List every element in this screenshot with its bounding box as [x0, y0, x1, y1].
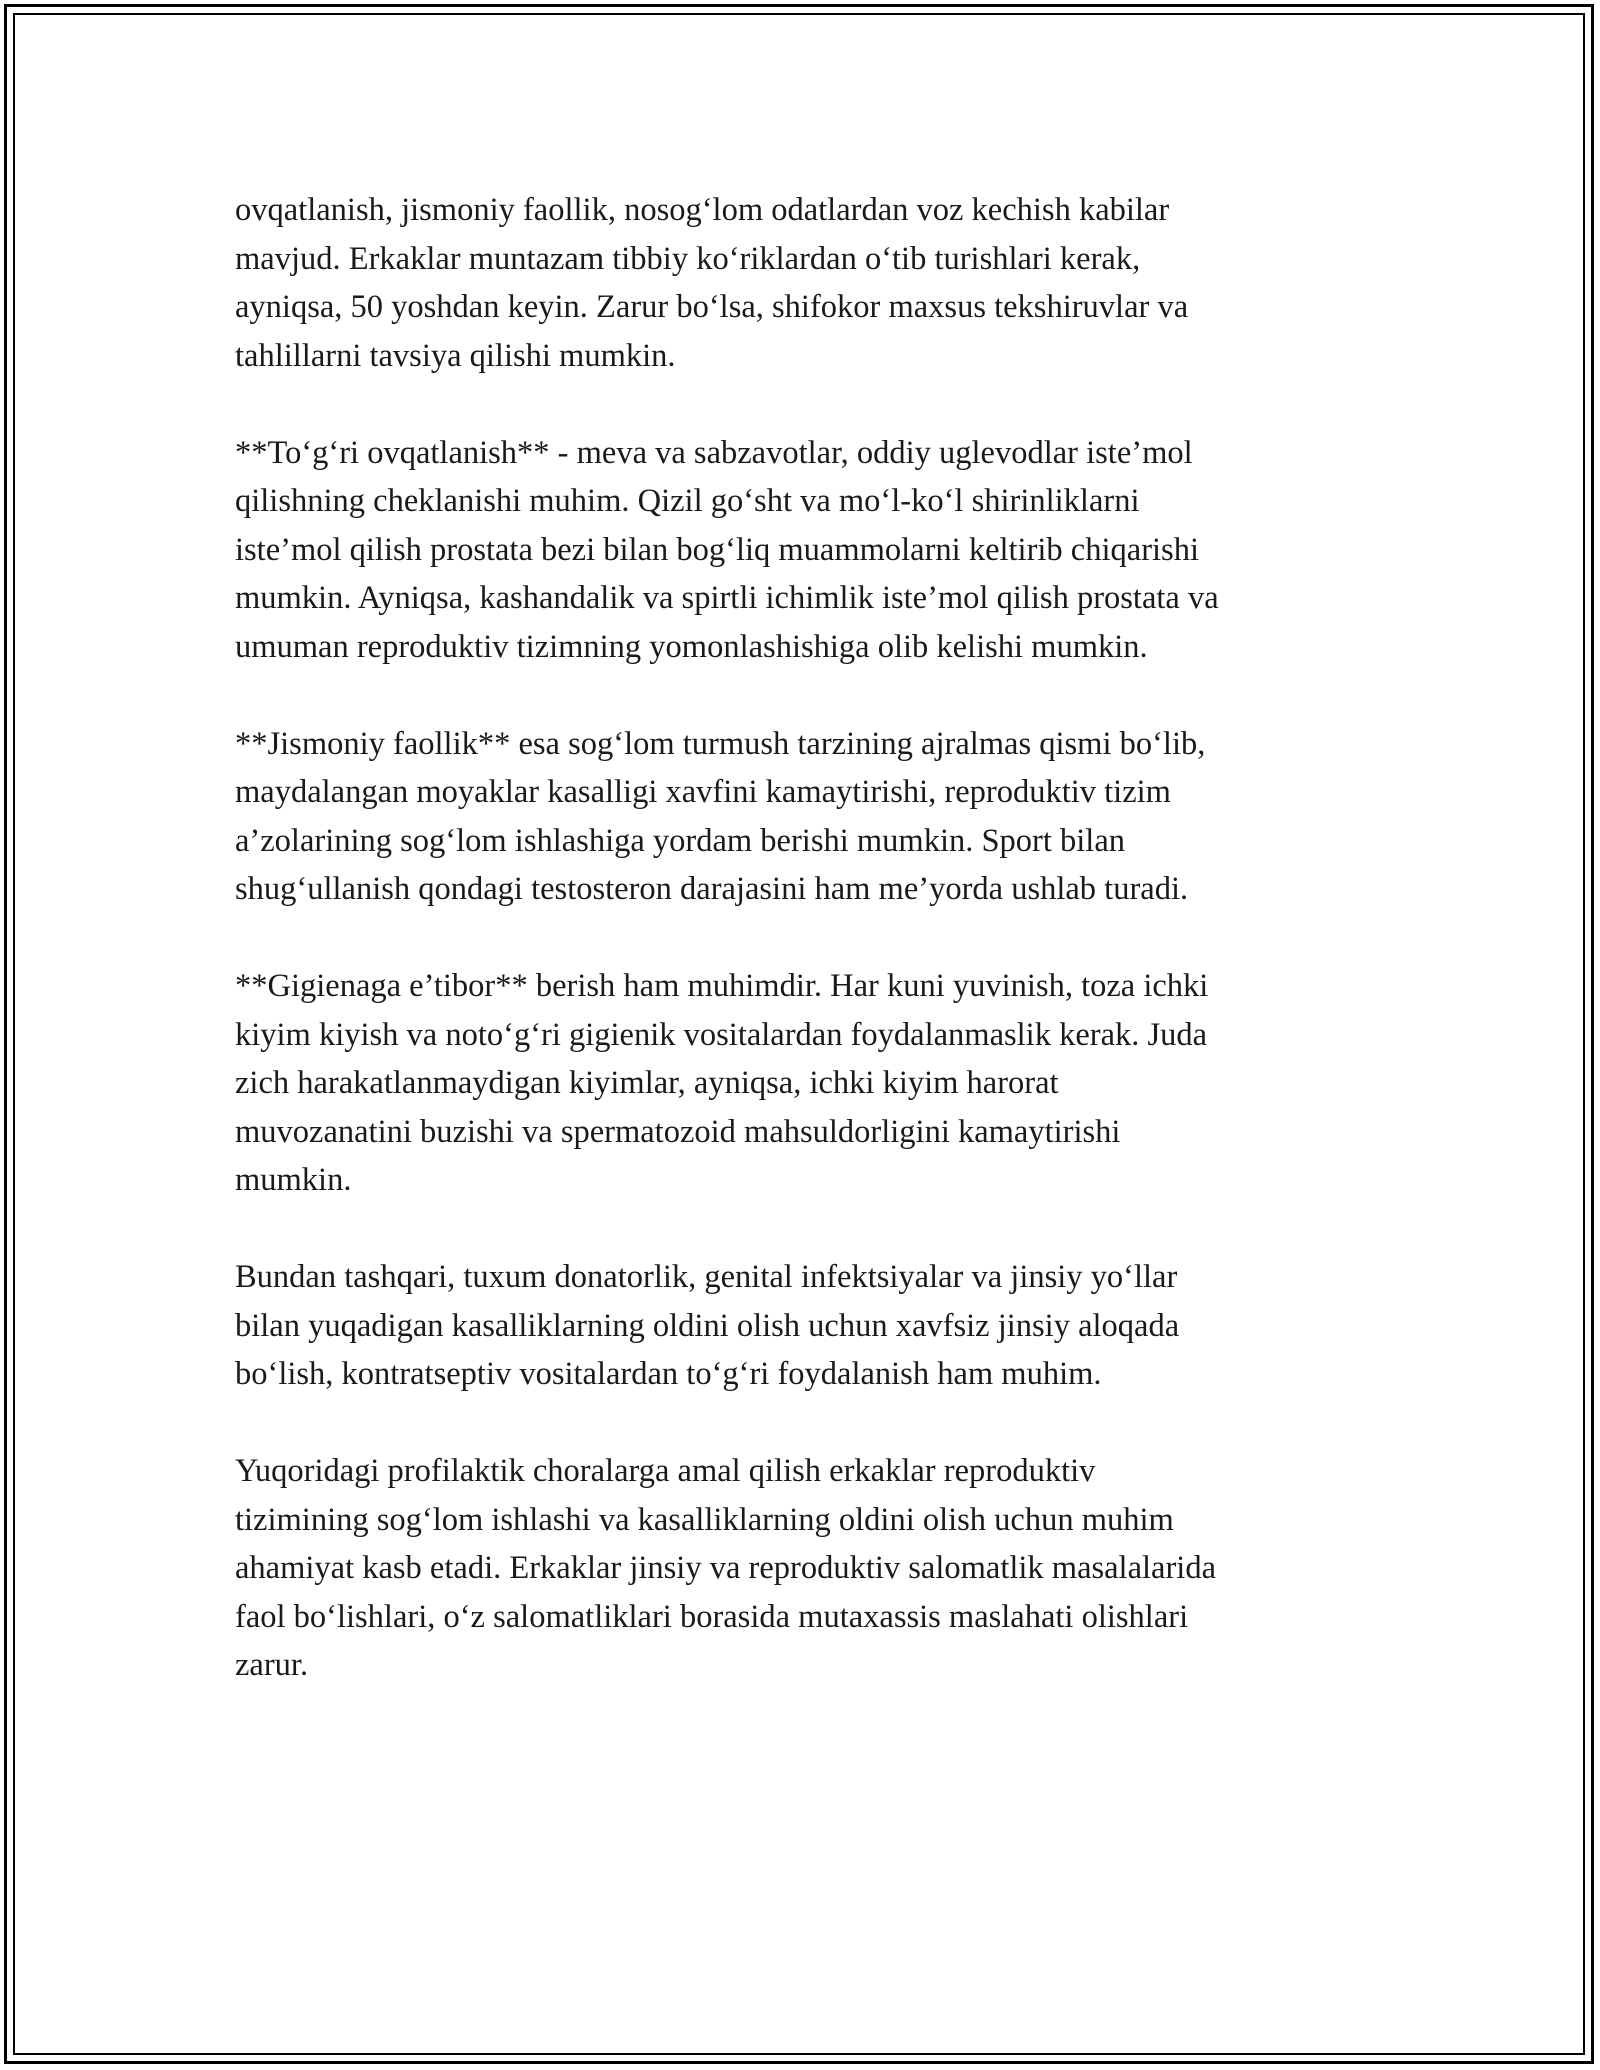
paragraph-safe-practices [235, 1253, 1375, 1399]
paragraph-line: **To‘g‘ri ovqatlanish** - meva va sabzavotlar, oddiy uglevodlar iste’mol [235, 434, 1193, 471]
paragraph-line: **Jismoniy faollik** esa sog‘lom turmush tarzining ajralmas qismi bo‘lib, [235, 725, 1206, 762]
paragraph-line: faol bo‘lishlari, o‘z salomatliklari borasida mutaxassis maslahati olishlari [235, 1598, 1189, 1635]
paragraph-line: Yuqoridagi profilaktik choralarga amal qilish erkaklar reproduktiv [235, 1453, 1096, 1489]
paragraph-hygiene [235, 962, 1375, 1205]
paragraph-line: ovqatlanish, jismoniy faollik, nosog‘lom odatlardan voz kechish kabilar [235, 192, 1170, 228]
paragraph-line: zich harakatlanmaydigan kiyimlar, ayniqsa, ichki kiyim harorat [235, 1065, 1059, 1101]
paragraph-line: tizimining sog‘lom ishlashi va kasalliklarning oldini olish uchun muhim [235, 1501, 1174, 1538]
paragraph-physical-activity [235, 720, 1375, 914]
paragraph-nutrition [235, 429, 1375, 672]
paragraph-line: mavjud. Erkaklar muntazam tibbiy ko‘riklardan o‘tib turishlari kerak, [235, 240, 1141, 277]
paragraph-line: iste’mol qilish prostata bezi bilan bog‘liq muammolarni keltirib chiqarishi [235, 531, 1199, 568]
paragraph-line: umuman reproduktiv tizimning yomonlashishiga olib kelishi mumkin. [235, 628, 1148, 665]
document-body [235, 186, 1375, 1738]
paragraph-line: tahlillarni tavsiya qilishi mumkin. [235, 337, 676, 374]
paragraph-line: **Gigienaga e’tibor** berish ham muhimdir. Har kuni yuvinish, toza ichki [235, 968, 1209, 1004]
paragraph-line: bilan yuqadigan kasalliklarning oldini olish uchun xavfsiz jinsiy aloqada [235, 1307, 1180, 1344]
paragraph-conclusion [235, 1447, 1375, 1690]
paragraph-line: Bundan tashqari, tuxum donatorlik, genital infektsiyalar va jinsiy yo‘llar [235, 1259, 1178, 1295]
paragraph-line: shug‘ullanish qondagi testosteron darajasini ham me’yorda ushlab turadi. [235, 871, 1189, 907]
paragraph-line: qilishning cheklanishi muhim. Qizil go‘sht va mo‘l-ko‘l shirinliklarni [235, 483, 1140, 519]
paragraph-line: mumkin. [235, 1162, 352, 1198]
paragraph-line: a’zolarining sog‘lom ishlashiga yordam berishi mumkin. Sport bilan [235, 822, 1126, 859]
paragraph-line: mumkin. Ayniqsa, kashandalik va spirtli ichimlik iste’mol qilish prostata va [235, 580, 1219, 616]
paragraph-line: maydalangan moyaklar kasalligi xavfini kamaytirishi, reproduktiv tizim [235, 774, 1171, 810]
paragraph-line: muvozanatini buzishi va spermatozoid mahsuldorligini kamaytirishi [235, 1113, 1121, 1150]
paragraph-line: ayniqsa, 50 yoshdan keyin. Zarur bo‘lsa, shifokor maxsus tekshiruvlar va [235, 289, 1189, 325]
paragraph-line: zarur. [235, 1647, 309, 1683]
paragraph-line: kiyim kiyish va noto‘g‘ri gigienik vositalardan foydalanmaslik kerak. Juda [235, 1016, 1208, 1053]
paragraph-line: ahamiyat kasb etadi. Erkaklar jinsiy va reproduktiv salomatlik masalalarida [235, 1550, 1216, 1586]
paragraph-line: bo‘lish, kontratseptiv vositalardan to‘g‘ri foydalanish ham muhim. [235, 1356, 1102, 1392]
paragraph-checkups [235, 186, 1375, 380]
